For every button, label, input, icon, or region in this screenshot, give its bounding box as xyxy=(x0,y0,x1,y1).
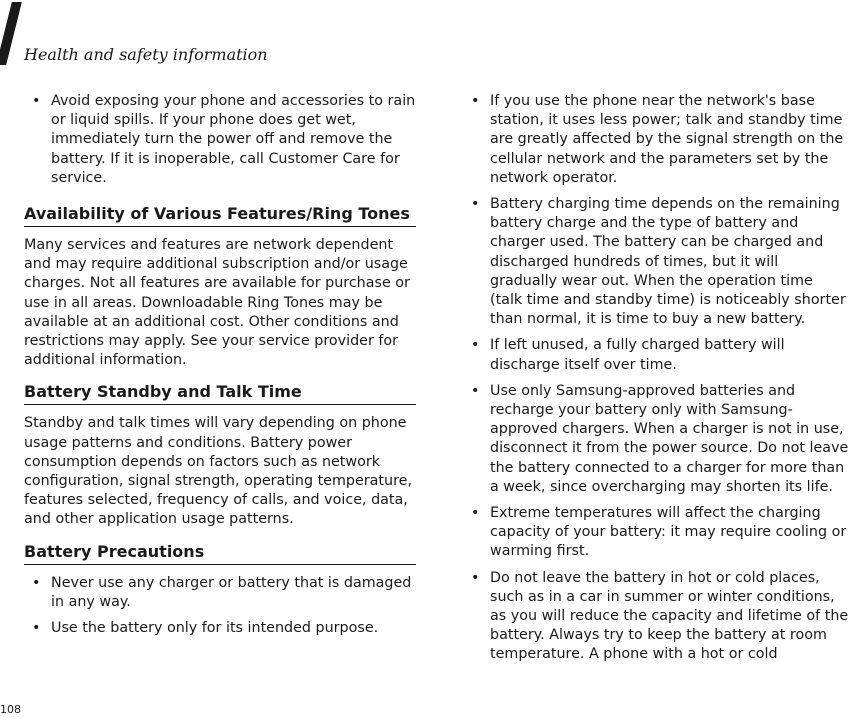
page-header-title: Health and safety information xyxy=(24,45,268,64)
list-item: • Use only Samsung-approved batteries and recharge your battery only with Samsung-approved chargers. When a charger is not in use, disconnect it from the power source. Do not leave the battery connected to a charger for more than a week, since overcharging may shorten its life. xyxy=(463,382,849,497)
list-item: • Battery charging time depends on the remaining battery charge and the type of battery and charger used. The battery can be charged and discharged hundreds of times, but it will gradually wear out. When the operation time (talk time and standby time) is noticeably shorter than normal, it is time to buy a new battery. xyxy=(463,195,849,329)
battery-bullet-list xyxy=(463,92,849,665)
section-body-standby: Standby and talk times will vary depending on phone usage patterns and conditions. Battery power consumption depends on factors such as network configuration, signal strength, operating temperature, features selected, frequency of calls, and voice, data, and other application usage patterns. xyxy=(24,415,412,528)
section-heading-features: Availability of Various Features/Ring Tones xyxy=(24,206,416,227)
list-item: • If left unused, a fully charged battery will discharge itself over time. xyxy=(463,336,849,374)
left-column xyxy=(24,92,416,645)
header-accent-bar xyxy=(0,2,22,65)
right-column xyxy=(463,92,849,672)
section-heading-precautions: Battery Precautions xyxy=(24,544,416,565)
list-item: • Never use any charger or battery that is damaged in any way. xyxy=(24,574,416,612)
precautions-bullet-list xyxy=(24,574,416,639)
list-item: • Use the battery only for its intended purpose. xyxy=(24,619,416,638)
section-heading-standby: Battery Standby and Talk Time xyxy=(24,384,416,405)
list-item: • Extreme temperatures will affect the charging capacity of your battery: it may require cooling or warming first. xyxy=(463,504,849,562)
section-body-features: Many services and features are network dependent and may require additional subscription and/or usage charges. Not all features are available for purchase or use in all areas. Downloadable Ring Tones may be available at an additional cost. Other conditions and restrictions may apply. See your service provider for additional information. xyxy=(24,237,410,369)
list-item: • If you use the phone near the network's base station, it uses less power; talk and standby time are greatly affected by the signal strength on the cellular network and the parameters set by the network operator. xyxy=(463,92,849,188)
list-item: • Avoid exposing your phone and accessories to rain or liquid spills. If your phone does get wet, immediately turn the power off and remove the battery. If it is inoperable, call Customer Care for service. xyxy=(24,92,416,188)
list-item: • Do not leave the battery in hot or cold places, such as in a car in summer or winter conditions, as you will reduce the capacity and lifetime of the battery. Always try to keep the battery at room temperature. A phone with a hot or cold xyxy=(463,569,849,665)
page-number: 108 xyxy=(0,703,21,716)
intro-bullet-list xyxy=(24,92,416,188)
